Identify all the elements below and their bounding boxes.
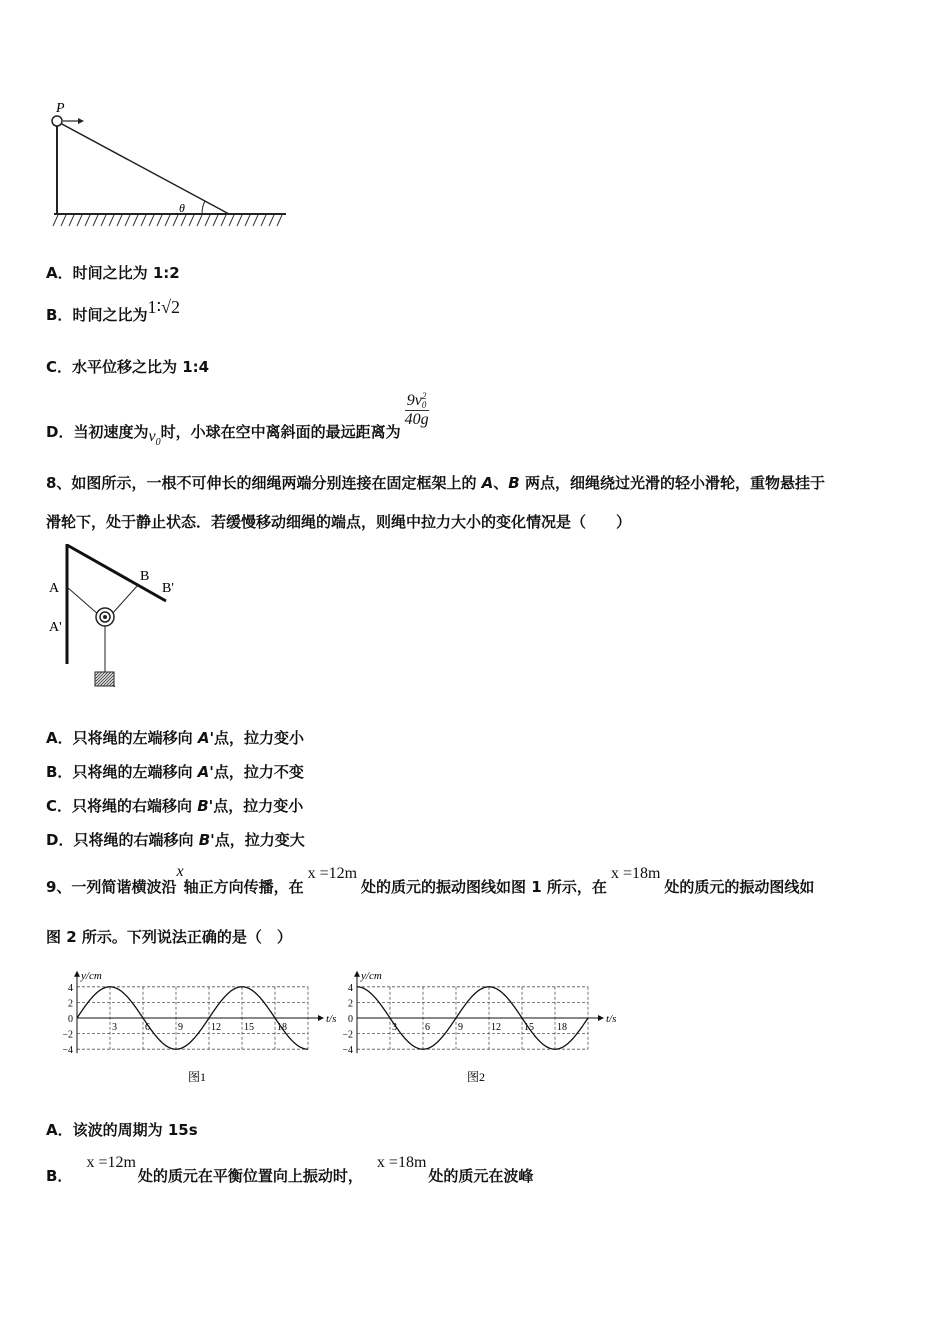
vibration-chart-2	[335, 955, 635, 1090]
q7-option-c	[46, 356, 209, 377]
x-tick-label: 3	[392, 1022, 397, 1033]
option-letter: A．	[46, 1121, 73, 1139]
rope-right	[111, 585, 138, 615]
point-a: A	[481, 474, 494, 492]
chart-caption: 图1	[188, 1070, 207, 1084]
num-sub: 0	[421, 400, 427, 411]
ball-p	[52, 116, 62, 126]
label-p: P	[56, 101, 65, 116]
stem-text: 两点，细绳绕过光滑的轻小滑轮，重物悬挂于	[519, 474, 825, 492]
hatch-mark	[205, 215, 210, 226]
y-tick-label: 4	[348, 982, 353, 994]
y-tick-label: 0	[68, 1014, 73, 1025]
hatch-mark	[133, 215, 138, 226]
option-text: 点，拉力变小	[213, 797, 304, 815]
q9-stem-line2	[46, 926, 292, 947]
position2-math: x =18m	[376, 1154, 427, 1171]
x-tick-label: 9	[458, 1022, 463, 1033]
point-b: B	[508, 474, 520, 492]
rope-left	[67, 587, 99, 615]
x-tick-label: 18	[277, 1022, 287, 1033]
hatch-mark	[181, 215, 186, 226]
incline-figure	[40, 95, 300, 235]
option-letter: B．	[46, 763, 73, 781]
q7-option-a	[46, 262, 180, 283]
q8-stem-line1	[46, 472, 825, 493]
y-tick-label: 2	[68, 998, 73, 1010]
label-b: B	[140, 569, 150, 584]
fraction-numerator	[405, 392, 429, 411]
position1-math: x =12m	[307, 865, 358, 882]
hatch-mark	[77, 215, 82, 226]
y-tick-label: −4	[62, 1045, 73, 1057]
hatch-mark	[245, 215, 250, 226]
option-point: A'	[197, 729, 215, 747]
option-letter: A．	[46, 729, 73, 747]
hatch-mark	[253, 215, 258, 226]
q9-option-a	[46, 1119, 198, 1140]
incline-line	[60, 123, 229, 214]
x-tick-label: 18	[557, 1022, 567, 1033]
num-sup: 2	[421, 391, 427, 402]
q9-stem-line1	[46, 862, 815, 896]
hatch-mark	[149, 215, 154, 226]
hatch-mark	[117, 215, 122, 226]
x-tick-label: 15	[524, 1022, 534, 1033]
y-axis-label: y/cm	[361, 969, 382, 982]
option-text: 水平位移之比为 1:4	[72, 358, 210, 376]
ratio-math: 1∶√2	[147, 297, 181, 317]
num-text: 9v	[406, 392, 422, 409]
x-tick-label: 6	[425, 1022, 430, 1033]
hatch-mark	[173, 215, 178, 226]
hatch-mark	[229, 215, 234, 226]
option-point: A'	[197, 763, 214, 781]
hatch-mark	[61, 215, 66, 226]
hatch-mark	[213, 215, 218, 226]
option-text: 时间之比为 1:2	[72, 264, 180, 282]
frame-diagonal	[67, 545, 166, 601]
x-tick-label: 6	[145, 1022, 150, 1033]
x-tick-label: 9	[178, 1022, 183, 1033]
label-b-prime: B'	[162, 581, 174, 596]
v-subscript: 0	[155, 437, 161, 449]
x-tick-label: 3	[112, 1022, 117, 1033]
x-axis-arrow-icon	[598, 1015, 604, 1021]
arrow-head-icon	[78, 118, 84, 124]
y-tick-label: −4	[342, 1045, 353, 1057]
option-text: 只将绳的左端移向	[72, 763, 198, 781]
y-tick-label: 2	[348, 998, 353, 1010]
hatch-mark	[165, 215, 170, 226]
x-axis-label: t/s	[326, 1013, 337, 1025]
option-letter: A．	[46, 264, 73, 282]
pulley-axle	[103, 615, 107, 619]
pulley-figure	[45, 540, 195, 695]
q8-option	[46, 761, 304, 782]
hatch-mark	[85, 215, 90, 226]
option-letter: D．	[46, 831, 74, 849]
q9-option-b	[46, 1151, 534, 1185]
stem-text: 轴正方向传播，在	[183, 878, 304, 896]
option-text-mid: 时，小球在空中离斜面的最远距离为	[160, 423, 401, 442]
stem-text: 处的质元的振动图线如图 1 所示，在	[361, 878, 607, 896]
option-text: 时间之比为	[72, 306, 148, 324]
y-axis-label: y/cm	[81, 969, 102, 982]
stem-text: 图 2 所示。下列说法正确的是（ ）	[46, 928, 292, 946]
option-letter: B．	[46, 1167, 73, 1185]
stem-text: 滑轮下，处于静止状态．若缓慢移动细绳的端点，则绳中拉力大小的变化情况是（ ）	[46, 513, 632, 531]
x-tick-label: 12	[491, 1022, 501, 1033]
y-tick-label: 4	[68, 982, 73, 994]
fraction-denominator: 40g	[404, 411, 429, 429]
hatch-mark	[141, 215, 146, 226]
hatch-mark	[114, 686, 115, 687]
hatch-mark	[101, 215, 106, 226]
x-tick-label: 15	[244, 1022, 254, 1033]
hatch-mark	[125, 215, 130, 226]
label-theta: θ	[179, 201, 185, 215]
option-text: 只将绳的右端移向	[72, 797, 198, 815]
option-text: 当初速度为	[73, 423, 149, 442]
hatch-mark	[269, 215, 274, 226]
label-a: A	[49, 581, 60, 596]
q8-option	[46, 829, 305, 850]
q7-option-d	[46, 391, 429, 449]
position1-math: x =12m	[86, 1154, 136, 1171]
hatch-mark	[69, 215, 74, 226]
option-letter: C．	[46, 797, 73, 815]
option-point: B'	[197, 797, 214, 815]
q8-option	[46, 795, 303, 816]
option-letter: C．	[46, 358, 73, 376]
x-tick-label: 12	[211, 1022, 221, 1033]
option-point: B'	[198, 831, 215, 849]
option-text: 处的质元在平衡位置向上振动时，	[137, 1167, 363, 1185]
y-tick-label: 0	[348, 1014, 353, 1025]
option-text: 点，拉力变大	[214, 831, 305, 849]
option-text: 处的质元在波峰	[428, 1167, 534, 1185]
hatch-mark	[157, 215, 162, 226]
axis-x-math: x	[176, 863, 184, 880]
v0-symbol	[148, 428, 161, 449]
option-text: 只将绳的右端移向	[73, 831, 199, 849]
stem-text: 8、如图所示，一根不可伸长的细绳两端分别连接在固定框架上的	[46, 474, 482, 492]
option-letter: D．	[46, 423, 74, 442]
y-tick-label: −2	[342, 1029, 353, 1041]
option-text: 该波的周期为 15s	[72, 1121, 198, 1139]
x-axis-label: t/s	[606, 1013, 617, 1025]
v-letter: v	[148, 428, 156, 446]
position2-math: x =18m	[610, 865, 661, 882]
stem-text: 处的质元的振动图线如	[664, 878, 815, 896]
option-text: 只将绳的左端移向	[72, 729, 198, 747]
hatch-mark	[189, 215, 194, 226]
hatch-mark	[109, 215, 114, 226]
q8-option	[46, 727, 304, 748]
chart-caption: 图2	[467, 1070, 486, 1084]
hatch-mark	[93, 215, 98, 226]
option-text: 点，拉力变小	[214, 729, 305, 747]
hatch-mark	[221, 215, 226, 226]
y-axis-arrow-icon	[354, 971, 360, 977]
vibration-chart-1	[55, 955, 345, 1090]
angle-arc	[202, 201, 205, 214]
x-axis-arrow-icon	[318, 1015, 324, 1021]
y-axis-arrow-icon	[74, 971, 80, 977]
y-tick-label: −2	[62, 1029, 73, 1041]
q7-option-b	[46, 297, 181, 325]
distance-fraction	[405, 392, 429, 429]
hatch-mark	[261, 215, 266, 226]
hatch-mark	[277, 215, 282, 226]
hatch-mark	[53, 215, 58, 226]
option-text: 点，拉力不变	[213, 763, 304, 781]
hatch-mark	[197, 215, 202, 226]
q8-stem-line2	[46, 511, 631, 532]
ground-hatching	[53, 215, 282, 226]
stem-text: 9、一列简谐横波沿	[46, 878, 177, 896]
label-a-prime: A'	[49, 620, 62, 635]
option-letter: B．	[46, 306, 73, 324]
hatch-mark	[237, 215, 242, 226]
separator: 、	[493, 474, 509, 492]
